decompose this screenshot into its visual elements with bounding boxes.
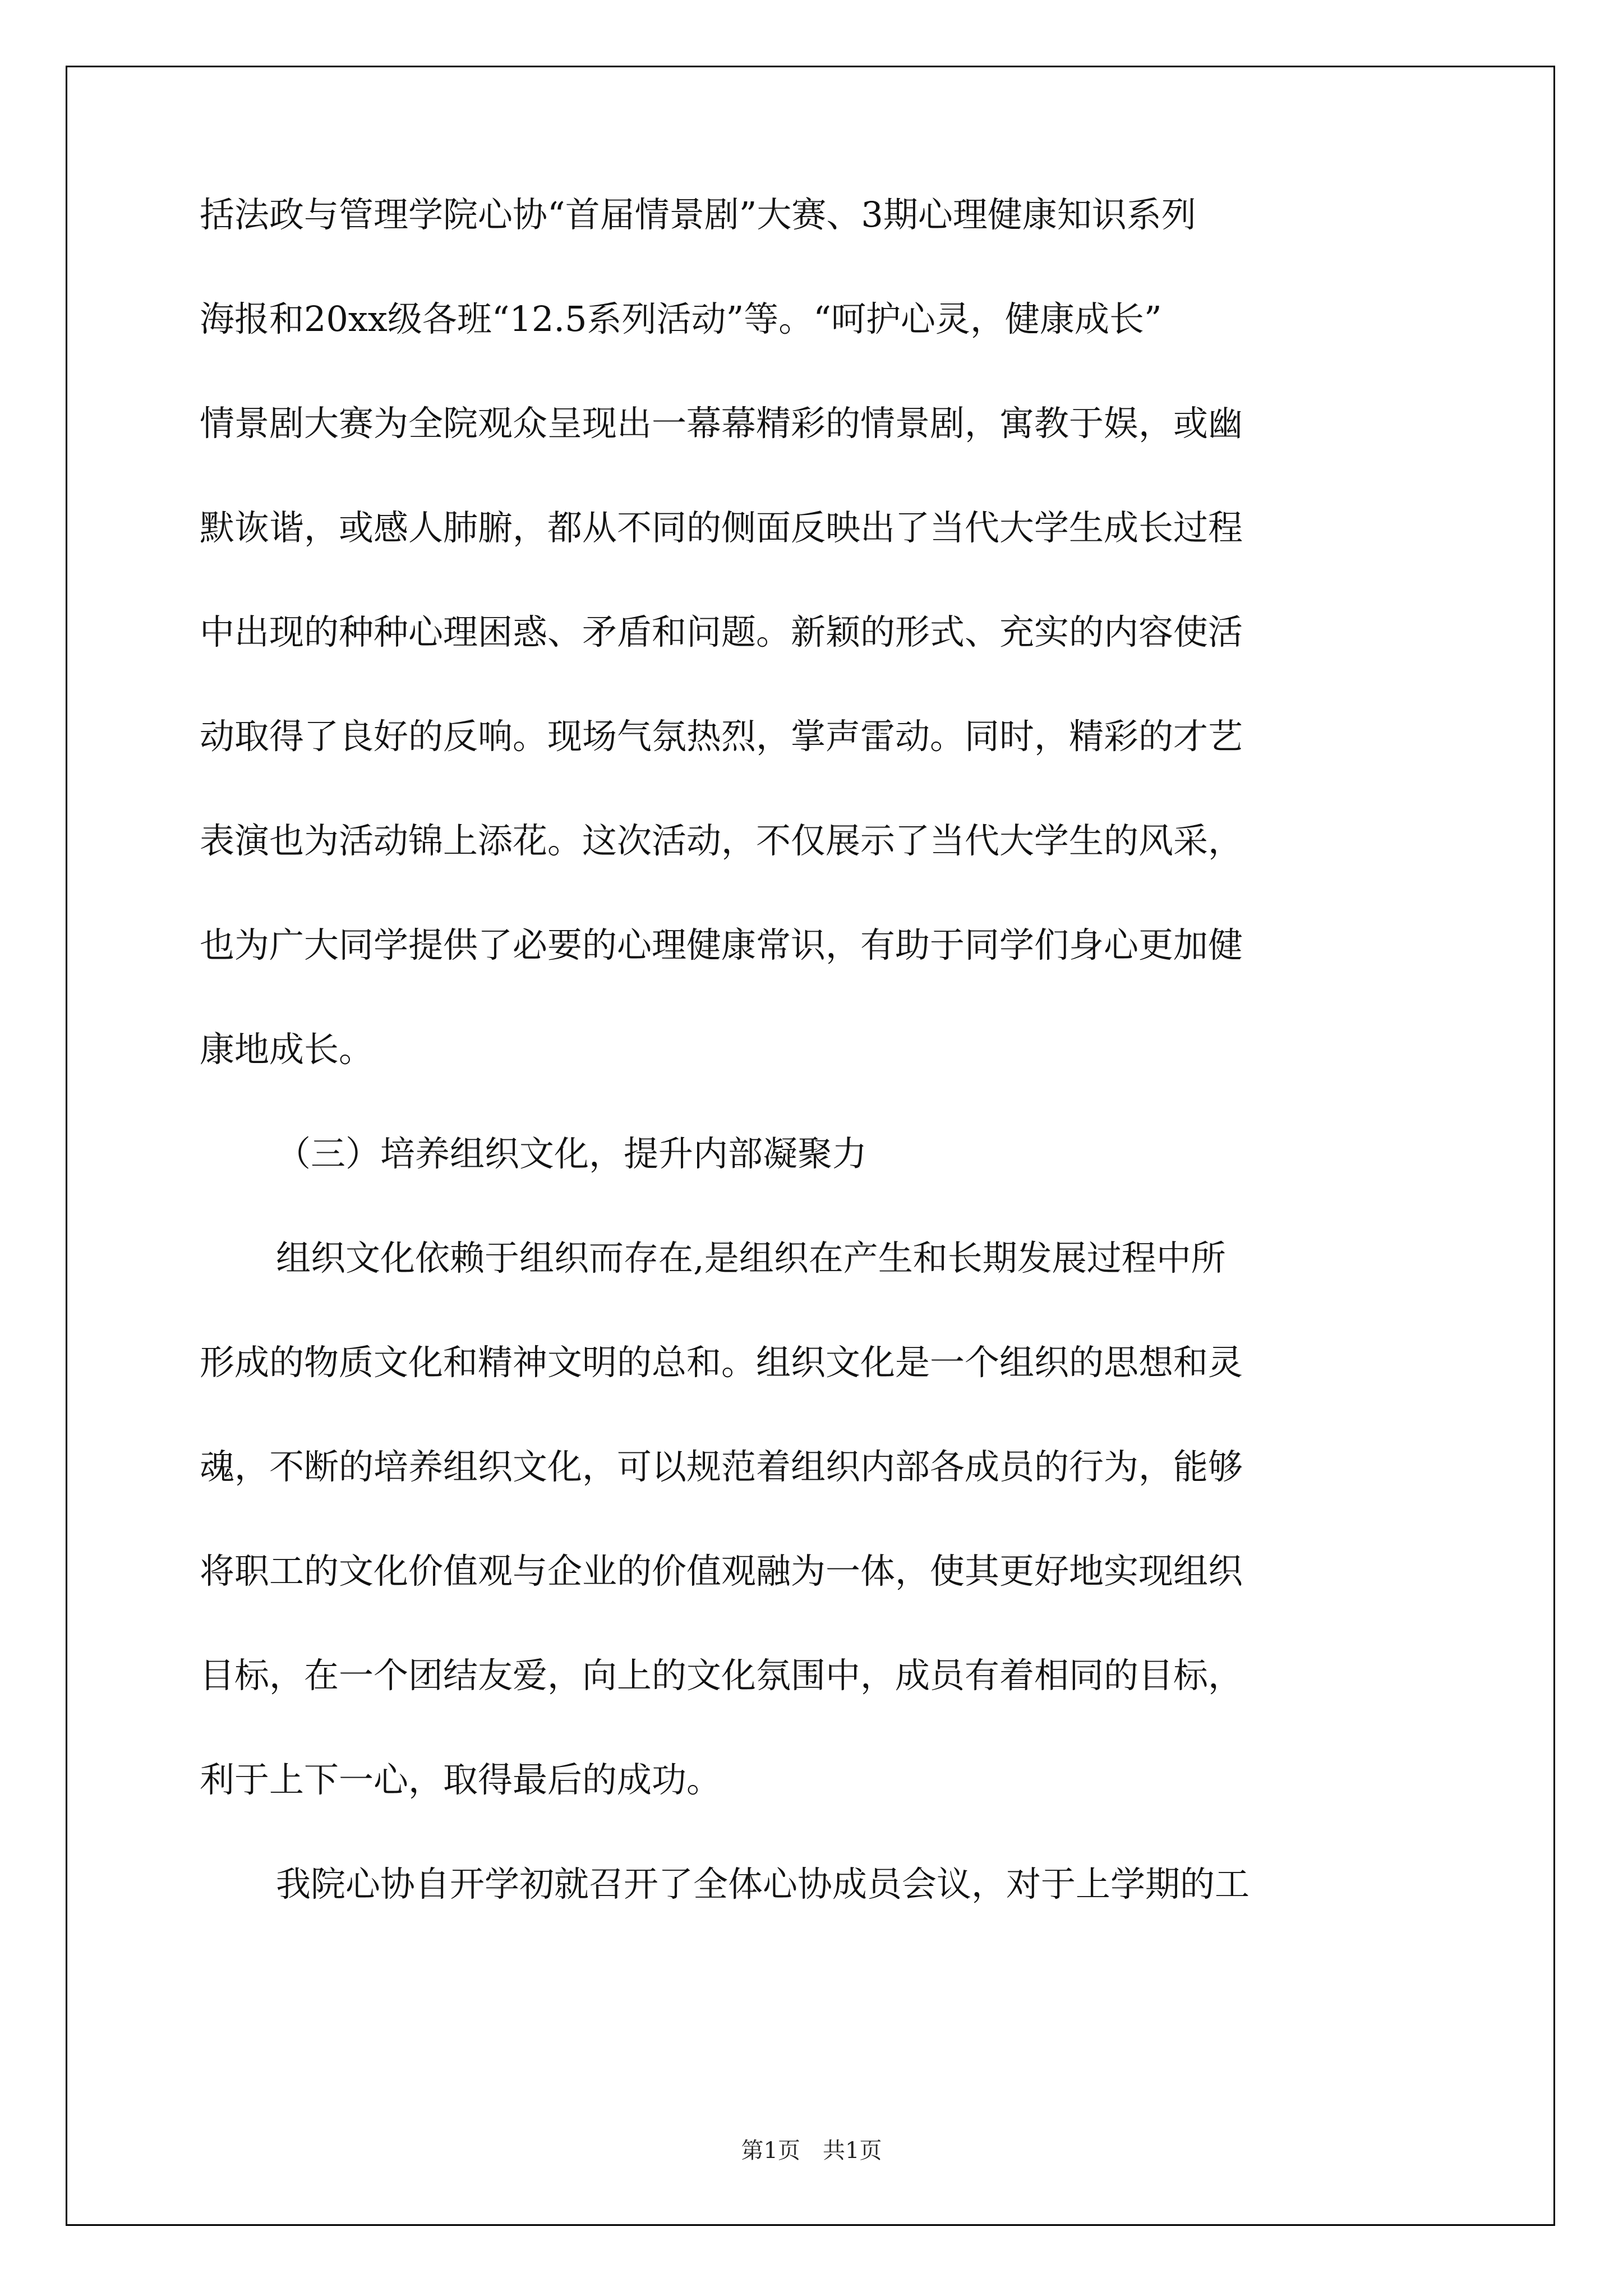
text-line: 将职工的文化价值观与企业的价值观融为一体，使其更好地实现组织 <box>200 1550 1243 1591</box>
text-line: 也为广大同学提供了必要的心理健康常识，有助于同学们身心更加健 <box>200 924 1243 965</box>
paragraph-start: 我院心协自开学初就召开了全体心协成员会议，对于上学期的工 <box>276 1864 1250 1904</box>
page-number-footer: 第1页 共1页 <box>741 2138 882 2164</box>
text-line: 利于上下一心，取得最后的成功。 <box>200 1759 722 1800</box>
text-line: 表演也为活动锦上添花。这次活动，不仅展示了当代大学生的风采， <box>200 820 1243 861</box>
text-line: 默诙谐，或感人肺腑，都从不同的侧面反映出了当代大学生成长过程 <box>200 507 1243 548</box>
text-line: 目标，在一个团结友爱，向上的文化氛围中，成员有着相同的目标， <box>200 1655 1243 1696</box>
text-line: 中出现的种种心理困惑、矛盾和问题。新颖的形式、充实的内容使活 <box>200 611 1243 652</box>
text-line: 海报和20xx级各班“12.5系列活动”等。“呵护心灵，健康成长” <box>200 298 1162 339</box>
text-line: 形成的物质文化和精神文明的总和。组织文化是一个组织的思想和灵 <box>200 1342 1243 1383</box>
paragraph-start: 组织文化依赖于组织而存在,是组织在产生和长期发展过程中所 <box>276 1237 1226 1278</box>
text-line: 动取得了良好的反响。现场气氛热烈，掌声雷动。同时，精彩的才艺 <box>200 716 1243 757</box>
text-line: 括法政与管理学院心协“首届情景剧”大赛、3期心理健康知识系列 <box>200 194 1196 235</box>
text-line: 情景剧大赛为全院观众呈现出一幕幕精彩的情景剧，寓教于娱，或幽 <box>200 403 1243 444</box>
section-heading: （三）培养组织文化，提升内部凝聚力 <box>276 1133 868 1174</box>
text-line: 魂，不断的培养组织文化，可以规范着组织内部各成员的行为，能够 <box>200 1446 1243 1487</box>
text-line: 康地成长。 <box>200 1029 374 1070</box>
